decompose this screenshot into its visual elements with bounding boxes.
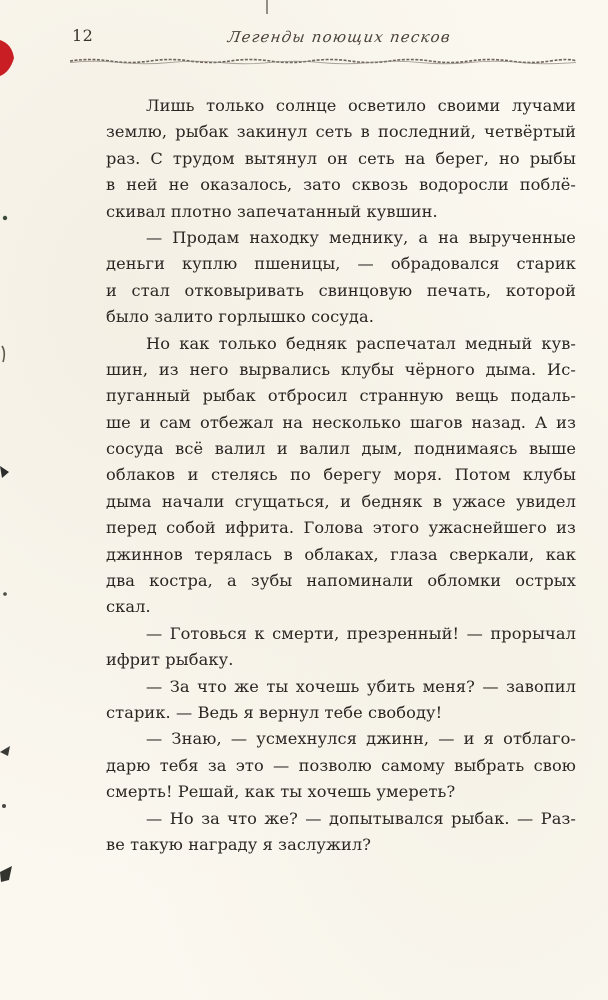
body-text [106, 93, 576, 858]
text-line: ифрит рыбаку. [106, 650, 234, 670]
text-line: было залито горлышко сосуда. [106, 307, 374, 327]
text-line: раз. С трудом вытянул он сеть на берег, но рыбы [106, 148, 576, 168]
text-line: — Но за что же? — допытывался рыбак. — Раз- [146, 808, 576, 828]
ink-speck [2, 346, 4, 362]
text-line: дарю тебя за это — позволю самому выбрать свою [106, 755, 576, 775]
page-header [0, 0, 608, 70]
red-flower-mark [0, 40, 14, 76]
text-line: дыма начали сгущаться, и бедняк в ужасе увидел [106, 491, 576, 511]
text-line: ве такую награду я заслужил? [106, 834, 372, 854]
text-line: скал. [106, 597, 151, 617]
ink-speck [0, 466, 9, 478]
text-line: деньги куплю пшеницы, — обрадовался старик [106, 254, 576, 274]
text-line: и стал отковыривать свинцовую печать, которой [106, 280, 576, 300]
text-line: — За что же ты хочешь убить меня? — завопил [146, 676, 576, 696]
ink-speck [2, 804, 6, 808]
text-line: ше и сам отбежал на несколько шагов назад. А из [106, 412, 576, 432]
running-head: Легенды поющих песков [226, 28, 453, 46]
ink-speck [0, 866, 12, 882]
text-line: землю, рыбак закинул сеть в последний, четвёртый [106, 122, 576, 142]
text-line: старик. — Ведь я вернул тебе свободу! [106, 702, 443, 722]
text-line: Лишь только солнце осветило своими лучами [146, 96, 576, 115]
text-line: — Готовься к смерти, презренный! — прорычал [146, 623, 576, 643]
text-line: облаков и стелясь по берегу моря. Потом клубы [106, 465, 576, 485]
text-line: скивал плотно запечатанный кувшин. [106, 201, 438, 221]
text-line: смерть! Решай, как ты хочешь умереть? [106, 782, 456, 802]
ink-speck [3, 592, 7, 596]
ink-speck [0, 746, 10, 756]
text-line: два костра, а зубы напоминали обломки острых [106, 571, 576, 591]
header-ornament-rule [70, 57, 576, 65]
text-line: в ней не оказалось, зато сквозь водоросли поблё- [106, 175, 576, 195]
left-margin-marks [0, 0, 20, 1000]
text-line: сосуда всё валил и валил дым, поднимаясь выше [106, 439, 576, 459]
text-line: перед собой ифрита. Голова этого ужаснейшего из [106, 518, 576, 538]
text-line: джиннов терялась в облаках, глаза сверкали, как [106, 544, 576, 564]
ink-speck [3, 216, 7, 220]
text-line: — Продам находку меднику, а на вырученные [146, 227, 576, 247]
page-number: 12 [72, 26, 94, 45]
text-line: Но как только бедняк распечатал медный кув- [146, 333, 576, 353]
text-line: — Знаю, — усмехнулся джинн, — и я отблаго- [146, 729, 576, 749]
text-line: пуганный рыбак отбросил странную вещь подаль- [106, 386, 576, 406]
text-line: шин, из него вырвались клубы чёрного дыма. Ис- [106, 359, 576, 379]
